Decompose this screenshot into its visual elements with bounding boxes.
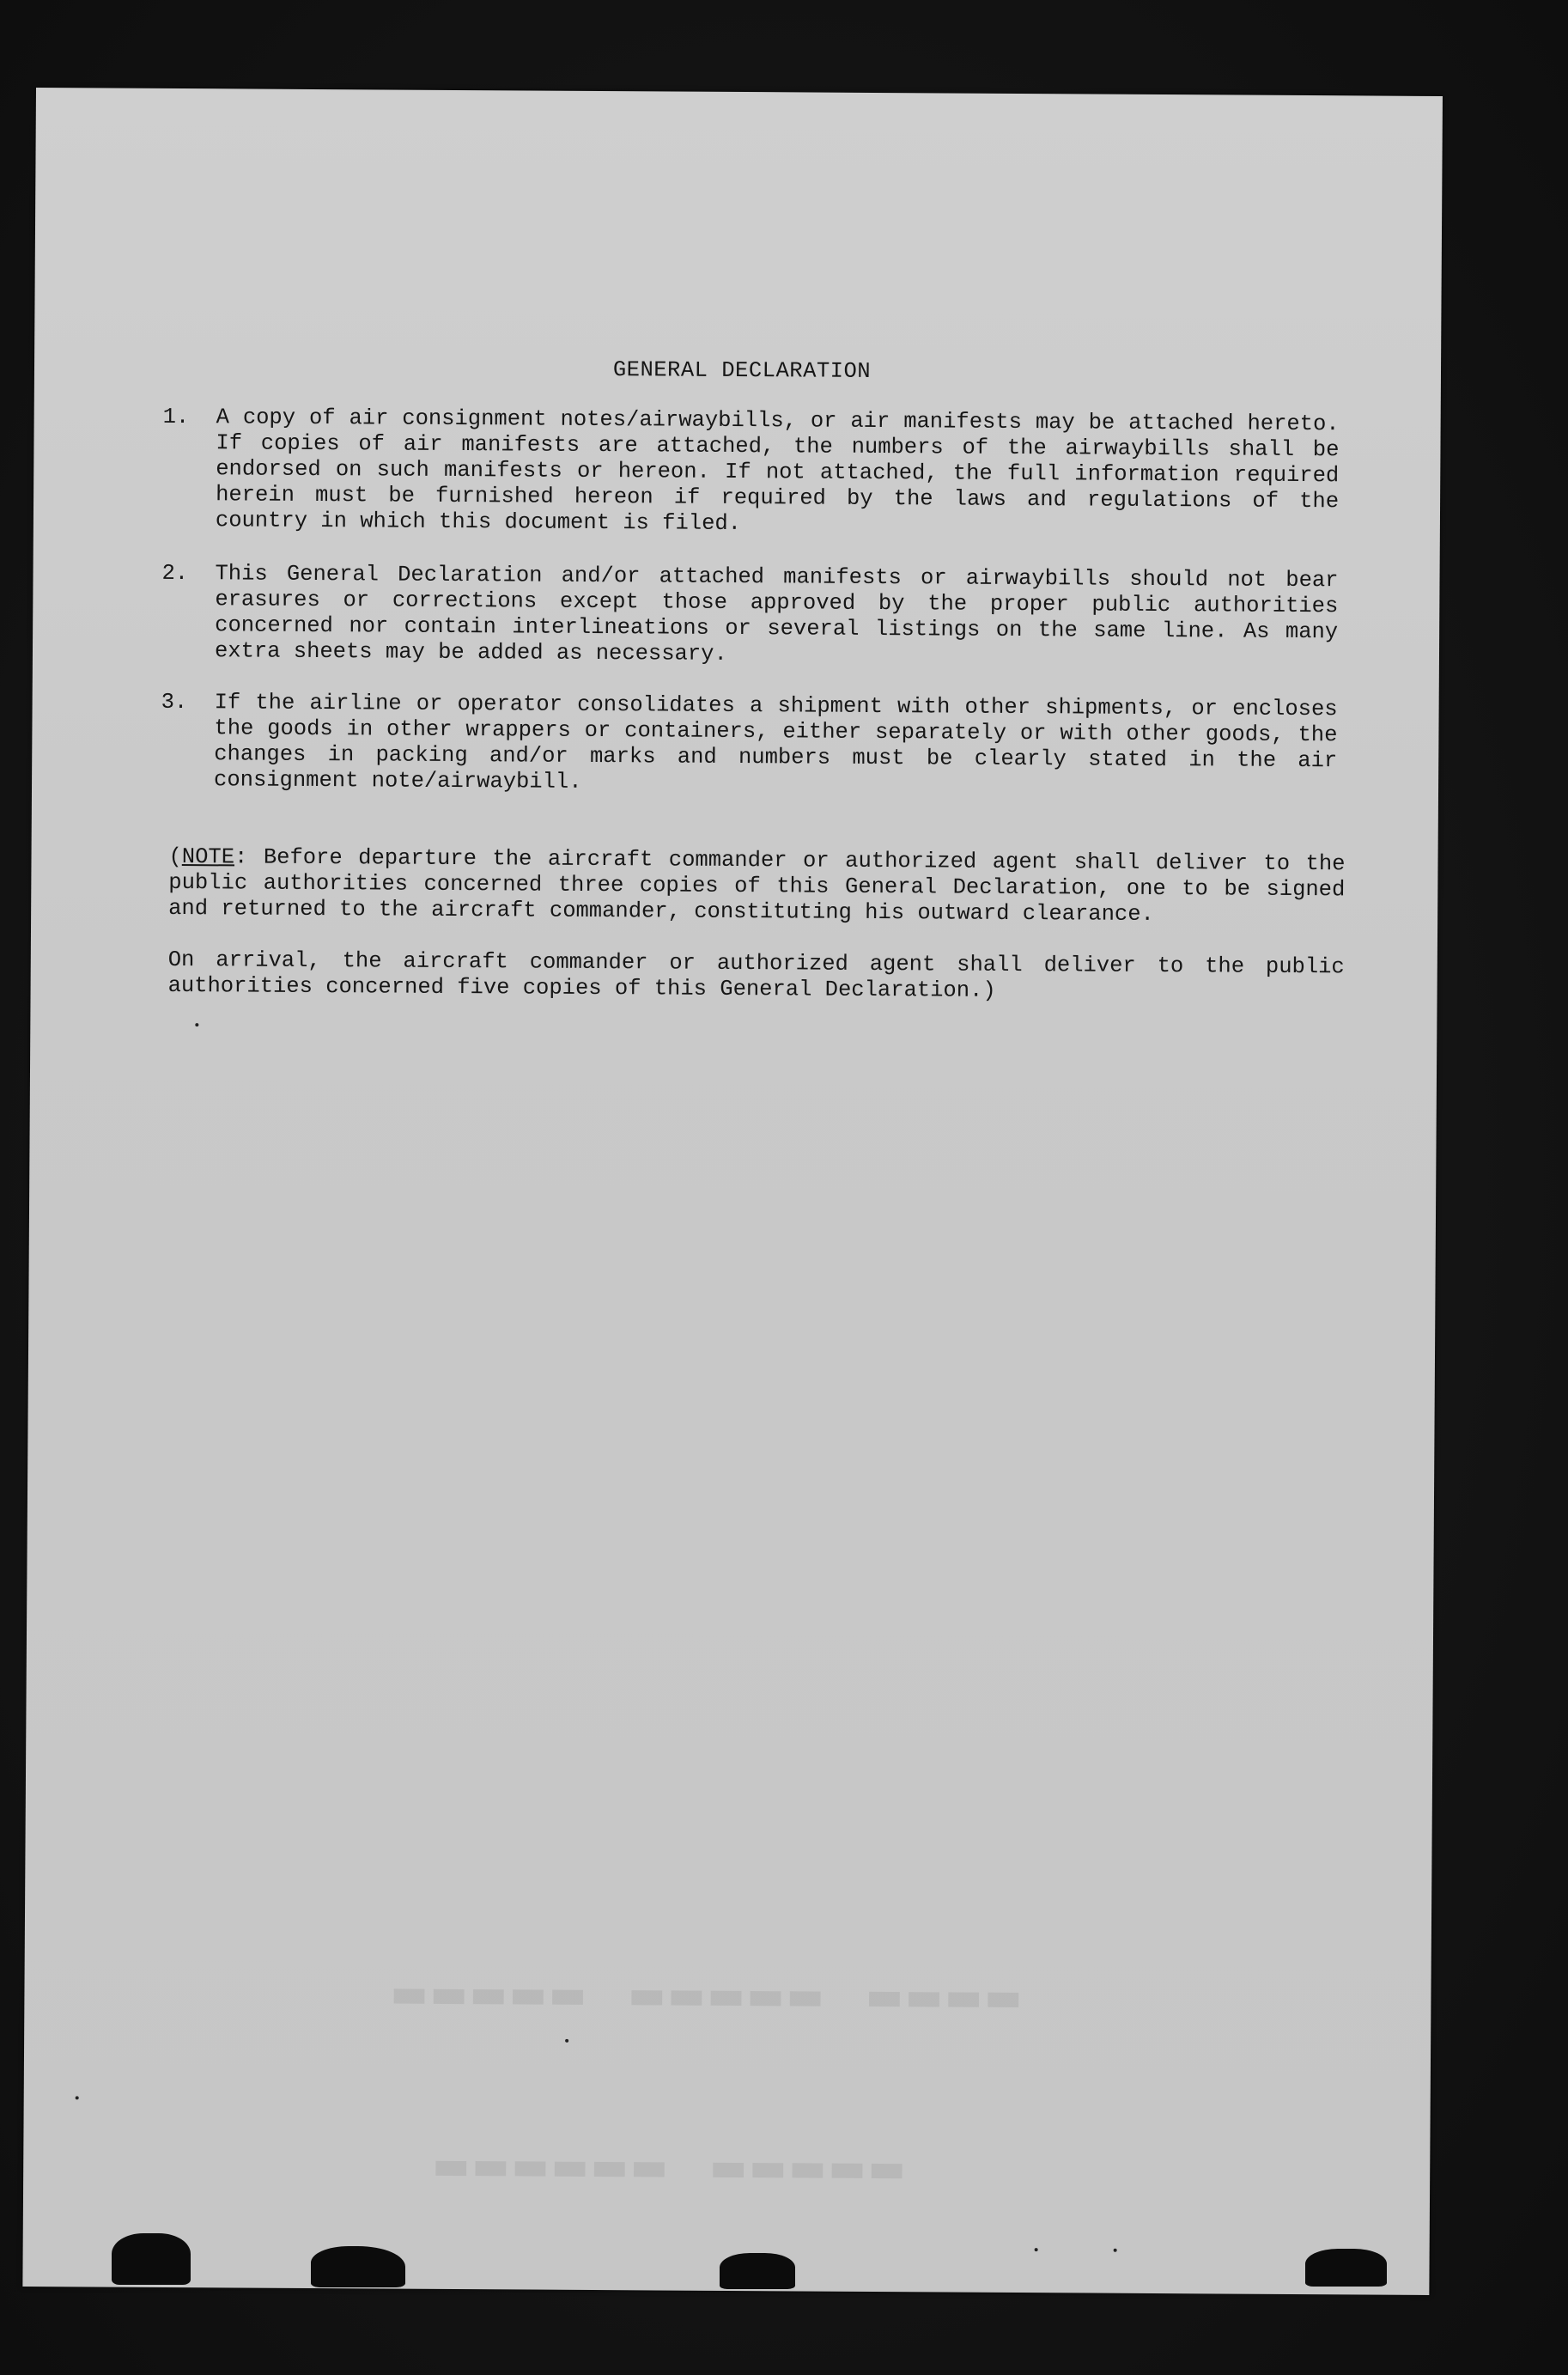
- item-number: 2.: [161, 560, 189, 587]
- item-number: 3.: [161, 689, 188, 716]
- show-through-mark: ▬▬▬▬ ▬▬▬▬▬ ▬▬▬▬▬: [385, 1962, 1019, 2027]
- binding-hole: [1305, 2249, 1387, 2287]
- binding-hole: [311, 2246, 405, 2287]
- note-open-paren: (: [168, 843, 182, 870]
- arrival-note: On arrival, the aircraft commander or authorized agent shall deliver to the public authorities concerned five copies of this General Declaration.): [167, 947, 1345, 1003]
- note-text: : Before departure the aircraft commander or authorized agent shall deliver to the public authorities concerned three copies of this General Declaration, one to be signed and returned to the aircraft commander, constituting his outward clearance.: [168, 844, 1346, 927]
- scan-speck: [565, 2039, 568, 2043]
- instruction-item: [162, 405, 1340, 540]
- instruction-item: [161, 690, 1338, 800]
- declaration-document: [22, 88, 1443, 2295]
- binding-hole: [112, 2233, 191, 2285]
- page-title: GENERAL DECLARATION: [612, 357, 872, 384]
- instruction-item: [161, 561, 1339, 671]
- item-text: If the airline or operator consolidates a shipment with other shipments, or encloses the goods in other wrappers or containers, either separately or with other goods, the changes in packing and/or marks and numbers must be clearly stated in the air consignment note/airwaybill.: [213, 690, 1338, 795]
- item-number: 1.: [162, 404, 190, 430]
- scan-speck: [195, 1023, 198, 1026]
- show-through-mark: ▬▬▬▬▬ ▬▬▬▬▬▬: [427, 2134, 903, 2198]
- scan-speck: [1114, 2249, 1117, 2252]
- scan-speck: [76, 2096, 79, 2099]
- item-text: This General Declaration and/or attached manifests or airwaybills should not bear erasures or corrections except those approved by the proper public authorities concerned nor contain interlineations or several listings on the same line. As many extra sheets may be added as necessary.: [214, 561, 1339, 667]
- binding-hole: [720, 2253, 795, 2289]
- note-label: NOTE: [181, 844, 235, 870]
- item-text: A copy of air consignment notes/airwaybills, or air manifests may be attached hereto. If copies of air manifests are attached, the numbers of the airwaybills shall be endorsed on such manifests or hereon. If not attached, the full information required herein must be furnished hereon if required by the laws and regulations of the country in which this document is filed.: [215, 405, 1340, 537]
- scan-speck: [1035, 2248, 1038, 2251]
- document-page: [22, 88, 1443, 2295]
- departure-note: [168, 844, 1346, 929]
